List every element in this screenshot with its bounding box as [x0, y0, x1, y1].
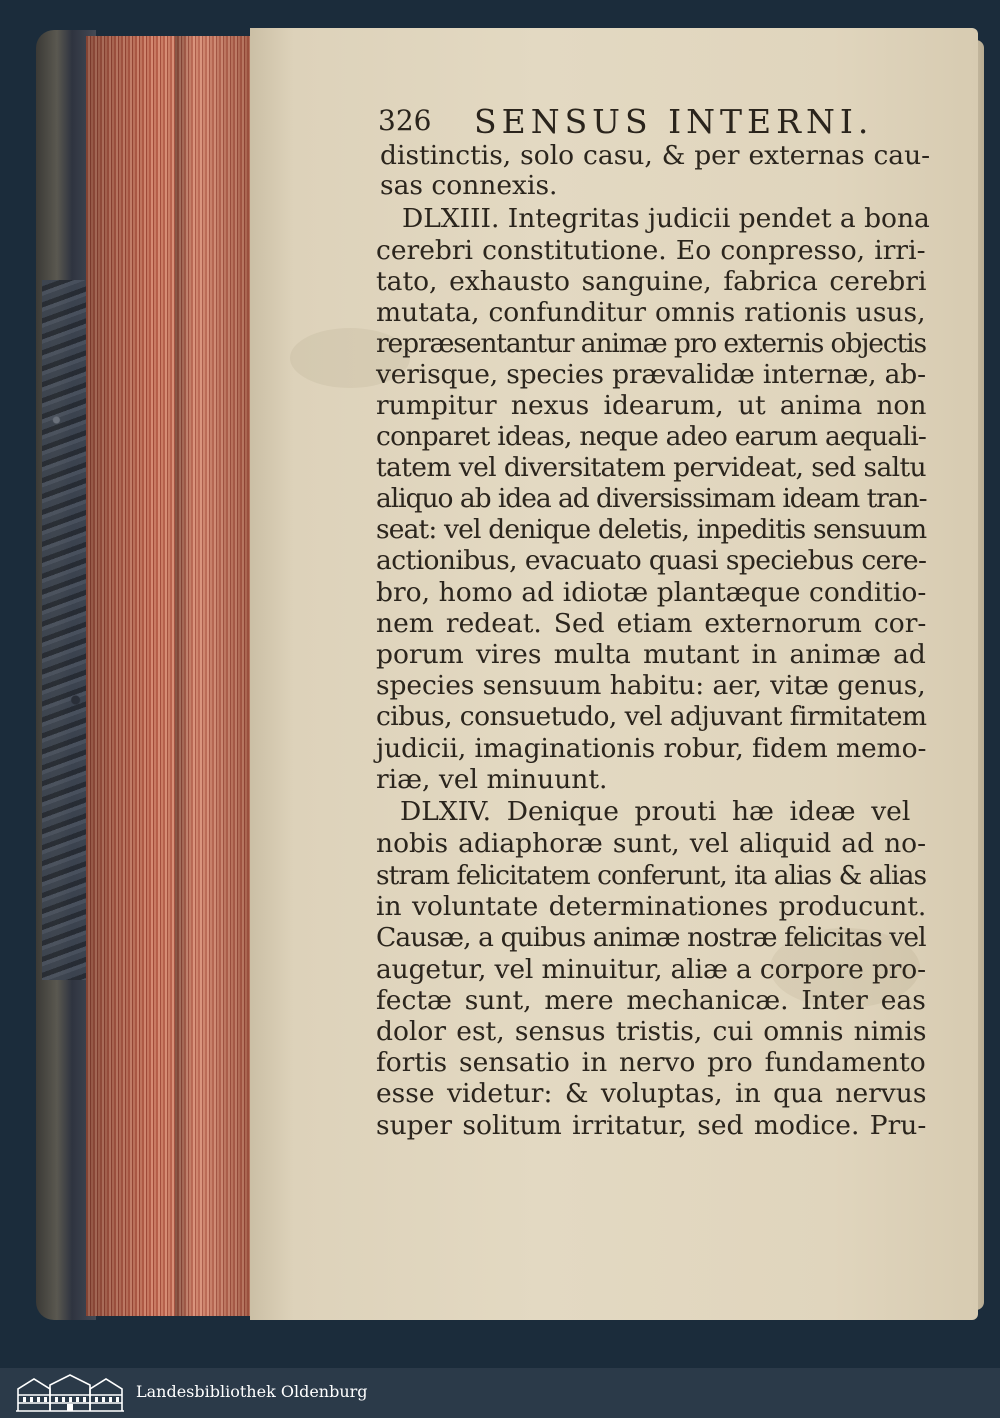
- page-number: 326: [378, 104, 432, 137]
- text-line: riæ, vel minuunt.: [376, 764, 608, 795]
- text-line: conparet ideas, neque adeo earum aequali-: [376, 421, 927, 452]
- text-line: judicii, imaginationis robur, fidem memo-: [376, 733, 927, 764]
- text-line: fortis sensatio in nervo pro fundamento: [376, 1047, 926, 1078]
- footer-bar: [0, 1368, 1000, 1418]
- text-line: cerebri constitutione. Eo conpresso, irri-: [376, 235, 926, 266]
- text-line: distinctis, solo casu, & per externas cau-: [380, 140, 931, 171]
- text-line: tatem vel diversitatem pervideat, sed saltu: [376, 452, 927, 483]
- text-line: dolor est, sensus tristis, cui omnis nimis: [376, 1016, 927, 1047]
- library-name: Landesbibliothek Oldenburg: [136, 1382, 368, 1401]
- text-line: augetur, vel minuitur, aliæ a corpore pro-: [376, 954, 926, 985]
- page-edges-gutter-shadow: [175, 36, 193, 1316]
- text-line: esse videtur: & voluptas, in qua nervus: [376, 1078, 927, 1109]
- text-line: in voluntate determinationes producunt.: [376, 891, 927, 922]
- text-line: nobis adiaphoræ sunt, vel aliquid ad no-: [376, 828, 927, 859]
- running-head-title: SENSUS INTERNI.: [474, 102, 874, 141]
- running-head: [378, 102, 938, 142]
- marbled-cover-pattern: [42, 280, 90, 980]
- text-line: aliquo ab idea ad diversissimam ideam tran-: [376, 483, 927, 514]
- text-line: Causæ, a quibus animæ nostræ felicitas vel: [376, 922, 926, 953]
- text-line: super solitum irritatur, sed modice. Pru-: [376, 1110, 927, 1141]
- text-line: repræsentantur animæ pro externis objectis: [376, 328, 926, 359]
- text-line: fectæ sunt, mere mechanicæ. Inter eas: [376, 985, 926, 1016]
- text-line: nem redeat. Sed etiam externorum cor-: [376, 608, 927, 639]
- text-line: stram felicitatem conferunt, ita alias & alias: [376, 860, 927, 891]
- text-line: rumpitur nexus idearum, ut anima non: [376, 390, 927, 421]
- text-line: cibus, consuetudo, vel adjuvant firmitatem: [376, 701, 927, 732]
- library-building-logo-icon: [14, 1373, 126, 1413]
- text-line: verisque, species prævalidæ internæ, ab-: [376, 359, 926, 390]
- page-edges-shading: [86, 36, 252, 1316]
- text-line: tato, exhausto sanguine, fabrica cerebri: [376, 266, 927, 297]
- text-line: actionibus, evacuato quasi speciebus cere-: [376, 545, 927, 576]
- text-line: DLXIII. Integritas judicii pendet a bona: [402, 203, 930, 234]
- text-line: bro, homo ad idiotæ plantæque conditio-: [376, 577, 927, 608]
- text-line: DLXIV. Denique prouti hæ ideæ vel: [400, 796, 911, 827]
- text-line: mutata, confunditur omnis rationis usus,: [376, 297, 926, 328]
- text-line: species sensuum habitu: aer, vitæ genus,: [376, 670, 926, 701]
- text-line: seat: vel denique deletis, inpeditis sensuum: [376, 514, 927, 545]
- text-line: sas connexis.: [380, 170, 558, 201]
- text-line: porum vires multa mutant in animæ ad: [376, 639, 926, 670]
